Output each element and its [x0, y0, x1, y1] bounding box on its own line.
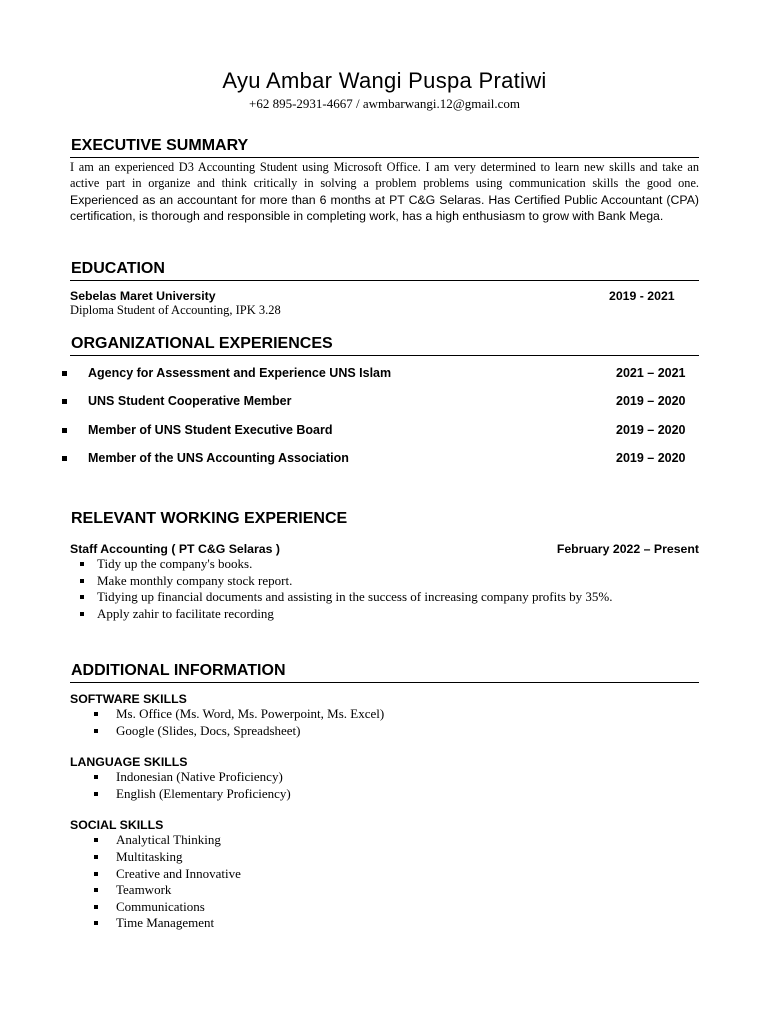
org-name: Member of UNS Student Executive Board: [88, 423, 333, 437]
org-item: [70, 366, 699, 380]
education-detail: Diploma Student of Accounting, IPK 3.28: [70, 303, 281, 317]
list-item: Teamwork: [70, 882, 699, 899]
org-item: [70, 394, 699, 408]
social-skills-title: SOCIAL SKILLS: [70, 818, 164, 833]
list-item: Communications: [70, 899, 699, 916]
list-item: Ms. Office (Ms. Word, Ms. Powerpoint, Ms. Excel): [70, 706, 699, 723]
work-section: [70, 509, 699, 622]
square-bullet-icon: [62, 428, 67, 433]
org-name: Agency for Assessment and Experience UNS Islam: [88, 366, 392, 380]
language-skills-title: LANGUAGE SKILLS: [70, 755, 188, 770]
summary-text-part-1: I am an experienced D3 Accounting Student using Microsoft Office. I am very determined to learn new skills and take an active part in organize and think critically in solving a problem problems using communication skills the good one.: [70, 160, 699, 191]
list-item: Tidying up financial documents and assisting in the success of increasing company profits by 35%.: [70, 589, 699, 606]
square-bullet-icon: [94, 775, 98, 779]
org-years: 2021 – 2021: [616, 366, 686, 380]
list-item: Google (Slides, Docs, Spreadsheet): [70, 723, 699, 740]
social-skills-list: [70, 832, 699, 932]
section-title: ADDITIONAL INFORMATION: [70, 661, 699, 683]
summary-text: [70, 159, 699, 225]
square-bullet-icon: [80, 612, 84, 616]
candidate-name: Ayu Ambar Wangi Puspa Pratiwi: [222, 68, 547, 93]
square-bullet-icon: [80, 579, 84, 583]
education-years: 2019 - 2021: [609, 289, 675, 303]
square-bullet-icon: [94, 712, 98, 716]
square-bullet-icon: [62, 456, 67, 461]
square-bullet-icon: [94, 888, 98, 892]
square-bullet-icon: [80, 595, 84, 599]
list-item: Time Management: [70, 915, 699, 932]
work-duties-list: [70, 556, 699, 622]
org-name: Member of the UNS Accounting Association: [88, 451, 349, 465]
software-skills-title: SOFTWARE SKILLS: [70, 692, 187, 706]
square-bullet-icon: [94, 792, 98, 796]
square-bullet-icon: [80, 562, 84, 566]
summary-text-part-2: Experienced as an accountant for more than 6 months at PT C&G Selaras. Has Certified Public Accountant (CPA) certification, is thorough and responsible in completing work, has a high enthusiasm to grow with Bank Mega.: [70, 192, 699, 224]
list-item: English (Elementary Proficiency): [70, 786, 699, 803]
org-years: 2019 – 2020: [616, 451, 686, 465]
list-item: Tidy up the company's books.: [70, 556, 699, 573]
section-title: EDUCATION: [70, 259, 699, 281]
education-section: [70, 259, 699, 318]
square-bullet-icon: [62, 399, 67, 404]
language-skills-list: [70, 769, 699, 802]
list-item: Multitasking: [70, 849, 699, 866]
section-title: ORGANIZATIONAL EXPERIENCES: [70, 334, 699, 356]
list-item: Creative and Innovative: [70, 866, 699, 883]
org-item: [70, 423, 699, 437]
work-period: February 2022 – Present: [556, 542, 699, 556]
square-bullet-icon: [94, 921, 98, 925]
org-years: 2019 – 2020: [616, 423, 686, 437]
square-bullet-icon: [94, 855, 98, 859]
list-item: Make monthly company stock report.: [70, 573, 699, 590]
org-name: UNS Student Cooperative Member: [88, 394, 292, 408]
list-item: Apply zahir to facilitate recording: [70, 606, 699, 623]
square-bullet-icon: [62, 371, 67, 376]
software-skills-list: [70, 706, 699, 739]
organizations-section: [70, 334, 699, 474]
org-item: [70, 451, 699, 465]
section-title: RELEVANT WORKING EXPERIENCE: [71, 510, 348, 527]
education-row: [70, 289, 699, 303]
square-bullet-icon: [94, 905, 98, 909]
list-item: Analytical Thinking: [70, 832, 699, 849]
work-position: Staff Accounting ( PT C&G Selaras ): [70, 542, 280, 556]
section-title: EXECUTIVE SUMMARY: [70, 136, 699, 158]
list-item: Indonesian (Native Proficiency): [70, 769, 699, 786]
square-bullet-icon: [94, 729, 98, 733]
contact-info: +62 895-2931-4667 / awmbarwangi.12@gmail.com: [249, 96, 520, 111]
square-bullet-icon: [94, 872, 98, 876]
school-name: Sebelas Maret University: [70, 289, 216, 303]
work-row: [70, 542, 699, 556]
square-bullet-icon: [94, 838, 98, 842]
org-years: 2019 – 2020: [616, 394, 686, 408]
additional-section: [70, 661, 699, 932]
executive-summary-section: [70, 136, 699, 225]
